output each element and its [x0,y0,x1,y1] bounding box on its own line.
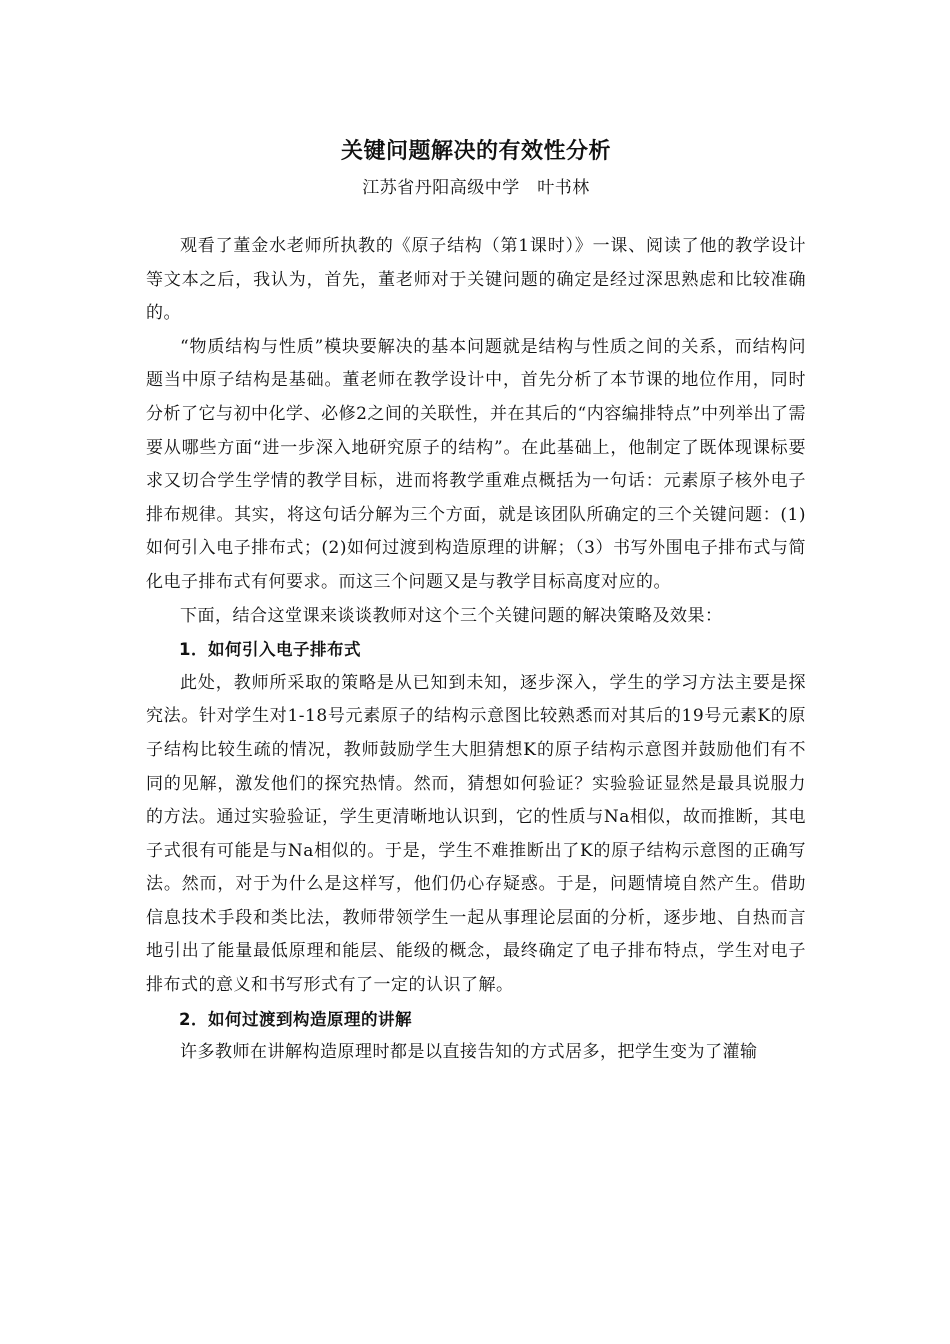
paragraph-section-2: 许多教师在讲解构造原理时都是以直接告知的方式居多，把学生变为了灌输 [180,1042,758,1063]
paragraph-module-analysis: “物质结构与性质”模块要解决的基本问题就是结构与性质之间的关系，而结构问题当中原子结构是基础。董老师在教学设计中，首先分析了本节课的地位作用，同时分析了它与初中化学、必修2之间的关联性，并在其后的“内容编排特点”中列举出了需要从哪些方面“进一步深入地研究原子的结构”。在此基础上，他制定了既体现课标要求又切合学生学情的教学目标，进而将教学重难点概括为一句话：元素原子核外电子排布规律。其实，将这句话分解为三个方面，就是该团队所确定的三个关键问题：(1)如何引入电子排布式；(2)如何过渡到构造原理的讲解；（3）书写外围电子排布式与简化电子排布式有何要求。而这三个问题又是与教学目标高度对应的。 [146,336,806,592]
paragraph-transition: 下面，结合这堂课来谈谈教师对这个三个关键问题的解决策略及效果： [180,605,723,626]
document-title: 关键问题解决的有效性分析 [340,139,611,164]
paragraph-intro: 观看了董金水老师所执教的《原子结构（第1课时）》一课、阅读了他的教学设计等文本之后，我认为，首先，董老师对于关键问题的确定是经过深思熟虑和比较准确的。 [146,236,806,324]
paragraph-section-1: 此处，教师所采取的策略是从已知到未知，逐步深入，学生的学习方法主要是探究法。针对学生对1-18号元素原子的结构示意图比较熟悉而对其后的19号元素K的原子结构比较生疏的情况，教师鼓励学生大胆猜想K的原子结构示意图并鼓励他们有不同的见解，激发他们的探究热情。然而，猜想如何验证？实验验证显然是最具说服力的方法。通过实验验证，学生更清晰地认识到，它的性质与Na相似，故而推断，其电子式很有可能是与Na相似的。于是，学生不难推断出了K的原子结构示意图的正确写法。然而，对于为什么是这样写，他们仍心存疑惑。于是，问题情境自然产生。借助信息技术手段和类比法，教师带领学生一起从事理论层面的分析，逐步地、自热而言地引出了能量最低原理和能层、能级的概念，最终确定了电子排布特点，学生对电子排布式的意义和书写形式有了一定的认识了解。 [146,672,806,996]
section-heading-1: 1．如何引入电子排布式 [179,640,361,660]
document-body [146,130,806,1070]
author-line: 江苏省丹阳高级中学 叶书林 [362,178,590,198]
section-heading-2: 2．如何过渡到构造原理的讲解 [179,1009,412,1029]
